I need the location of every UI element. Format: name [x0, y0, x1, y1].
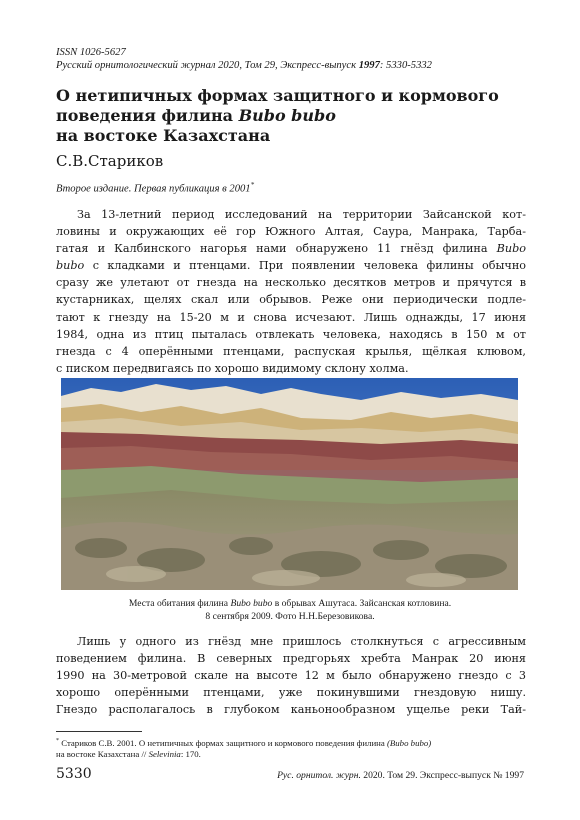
- footnote-text: : 170.: [180, 749, 201, 760]
- title-line-3: на востоке Казахстана: [56, 126, 271, 145]
- page-number: 5330: [56, 766, 92, 782]
- footnote-journal: Selevinia: [148, 749, 181, 760]
- running-footer: [277, 770, 524, 781]
- footnote-line-1: [56, 736, 526, 749]
- page-range: : 5330-5332: [379, 60, 432, 71]
- footnote-divider: [56, 731, 142, 732]
- author: С.В.Стариков: [56, 152, 164, 170]
- caption-line-1: [56, 598, 524, 611]
- edition-note: [56, 181, 254, 195]
- paragraph-1-text: с кладками и птенцами. При появлении человека филины обычно: [92, 259, 527, 273]
- species-name: Bubo: [496, 242, 526, 256]
- paragraph-2-line: хорошо оперёнными птенцами, уже покинувшими гнездовую нишу.: [56, 686, 526, 700]
- caption-species: Bubo bubo: [230, 598, 273, 609]
- paragraph-1: [56, 206, 526, 377]
- footnote-text: Стариков С.В. 2001. О нетипичных формах защитного и кормового поведения филина: [61, 737, 385, 748]
- running-footer-text: 2020. Том 29. Экспресс-выпуск № 1997: [360, 770, 524, 781]
- journal-citation-prefix: Русский орнитологический журнал 2020, Том 29, Экспресс-выпуск: [56, 60, 357, 71]
- paragraph-1-line: 1984, одна из птиц пыталась отвлекать человека, находясь в 150 м от: [56, 327, 526, 341]
- title-line-2-prefix: поведения филина: [56, 106, 234, 125]
- journal-header: [56, 46, 536, 72]
- paragraph-1-line: За 13-летний период исследований на территории Зайсанской кот-: [77, 208, 526, 221]
- footnote-species: (Bubo bubo): [386, 737, 432, 748]
- running-footer-journal: Рус. орнитол. журн.: [277, 770, 361, 781]
- edition-note-text: Второе издание. Первая публикация в 2001: [56, 183, 251, 195]
- paragraph-1-line: кустарниках, щелях скал или обрывов. Реже они периодически подле-: [56, 293, 526, 307]
- paragraph-1-text: гатая и Калбинского нагорья нами обнаружено 11 гнёзд филина: [56, 242, 488, 256]
- title-line-1: О нетипичных формах защитного и кормового: [56, 86, 499, 105]
- article-title: [56, 86, 526, 146]
- paragraph-1-line: гнезда с 4 оперёнными птенцами, распуская крылья, щёлкая клювом,: [56, 344, 526, 358]
- caption-text: Места обитания филина: [128, 598, 229, 609]
- paragraph-1-line: с писком передвигаясь по хорошо видимому склону холма.: [56, 361, 409, 375]
- title-line-2: [56, 106, 526, 126]
- habitat-photo-illustration: [61, 378, 518, 590]
- paragraph-2-line: Гнездо располагалось в глубоком каньонообразном ущелье реки Тай-: [56, 703, 526, 717]
- paragraph-2-line: поведением филина. В северных предгорьях хребта Манрак 20 июня: [56, 652, 526, 666]
- paragraph-2-line: Лишь у одного из гнёзд мне пришлось столкнуться с агрессивным: [77, 635, 526, 648]
- paragraph-1-line: [56, 240, 526, 257]
- paragraph-1-line: ловины и окружающих её гор Южного Алтая, Саура, Манрака, Тарба-: [56, 225, 526, 239]
- species-name: bubo: [56, 259, 85, 273]
- footnote-line-2: [56, 749, 526, 760]
- issn: ISSN 1026-5627: [56, 47, 126, 58]
- paragraph-1-line: сразу же улетают от гнезда на несколько десятков метров и прячутся в: [56, 276, 526, 290]
- journal-citation: [56, 59, 536, 72]
- footnote: [56, 736, 526, 761]
- footnote-text: на востоке Казахстана //: [56, 749, 147, 760]
- title-species: Bubo bubo: [238, 106, 336, 125]
- caption-text: в обрывах Ашутаса. Зайсанская котловина.: [272, 598, 452, 609]
- figure-caption: [56, 598, 524, 623]
- issue-number: 1997: [358, 60, 380, 71]
- habitat-photo: [61, 378, 518, 590]
- footnote-mark: *: [56, 738, 59, 744]
- edition-footnote-mark: *: [250, 181, 255, 189]
- paragraph-2: [56, 633, 526, 718]
- caption-line-2: 8 сентября 2009. Фото Н.Н.Березовикова.: [205, 610, 375, 622]
- paragraph-1-line: тают к гнезду на 15-20 м и снова исчезают. Лишь однажды, 17 июня: [56, 310, 526, 324]
- paragraph-2-line: 1990 на 30-метровой скале на высоте 12 м было обнаружено гнездо с 3: [56, 669, 526, 683]
- paragraph-1-line: [56, 257, 526, 274]
